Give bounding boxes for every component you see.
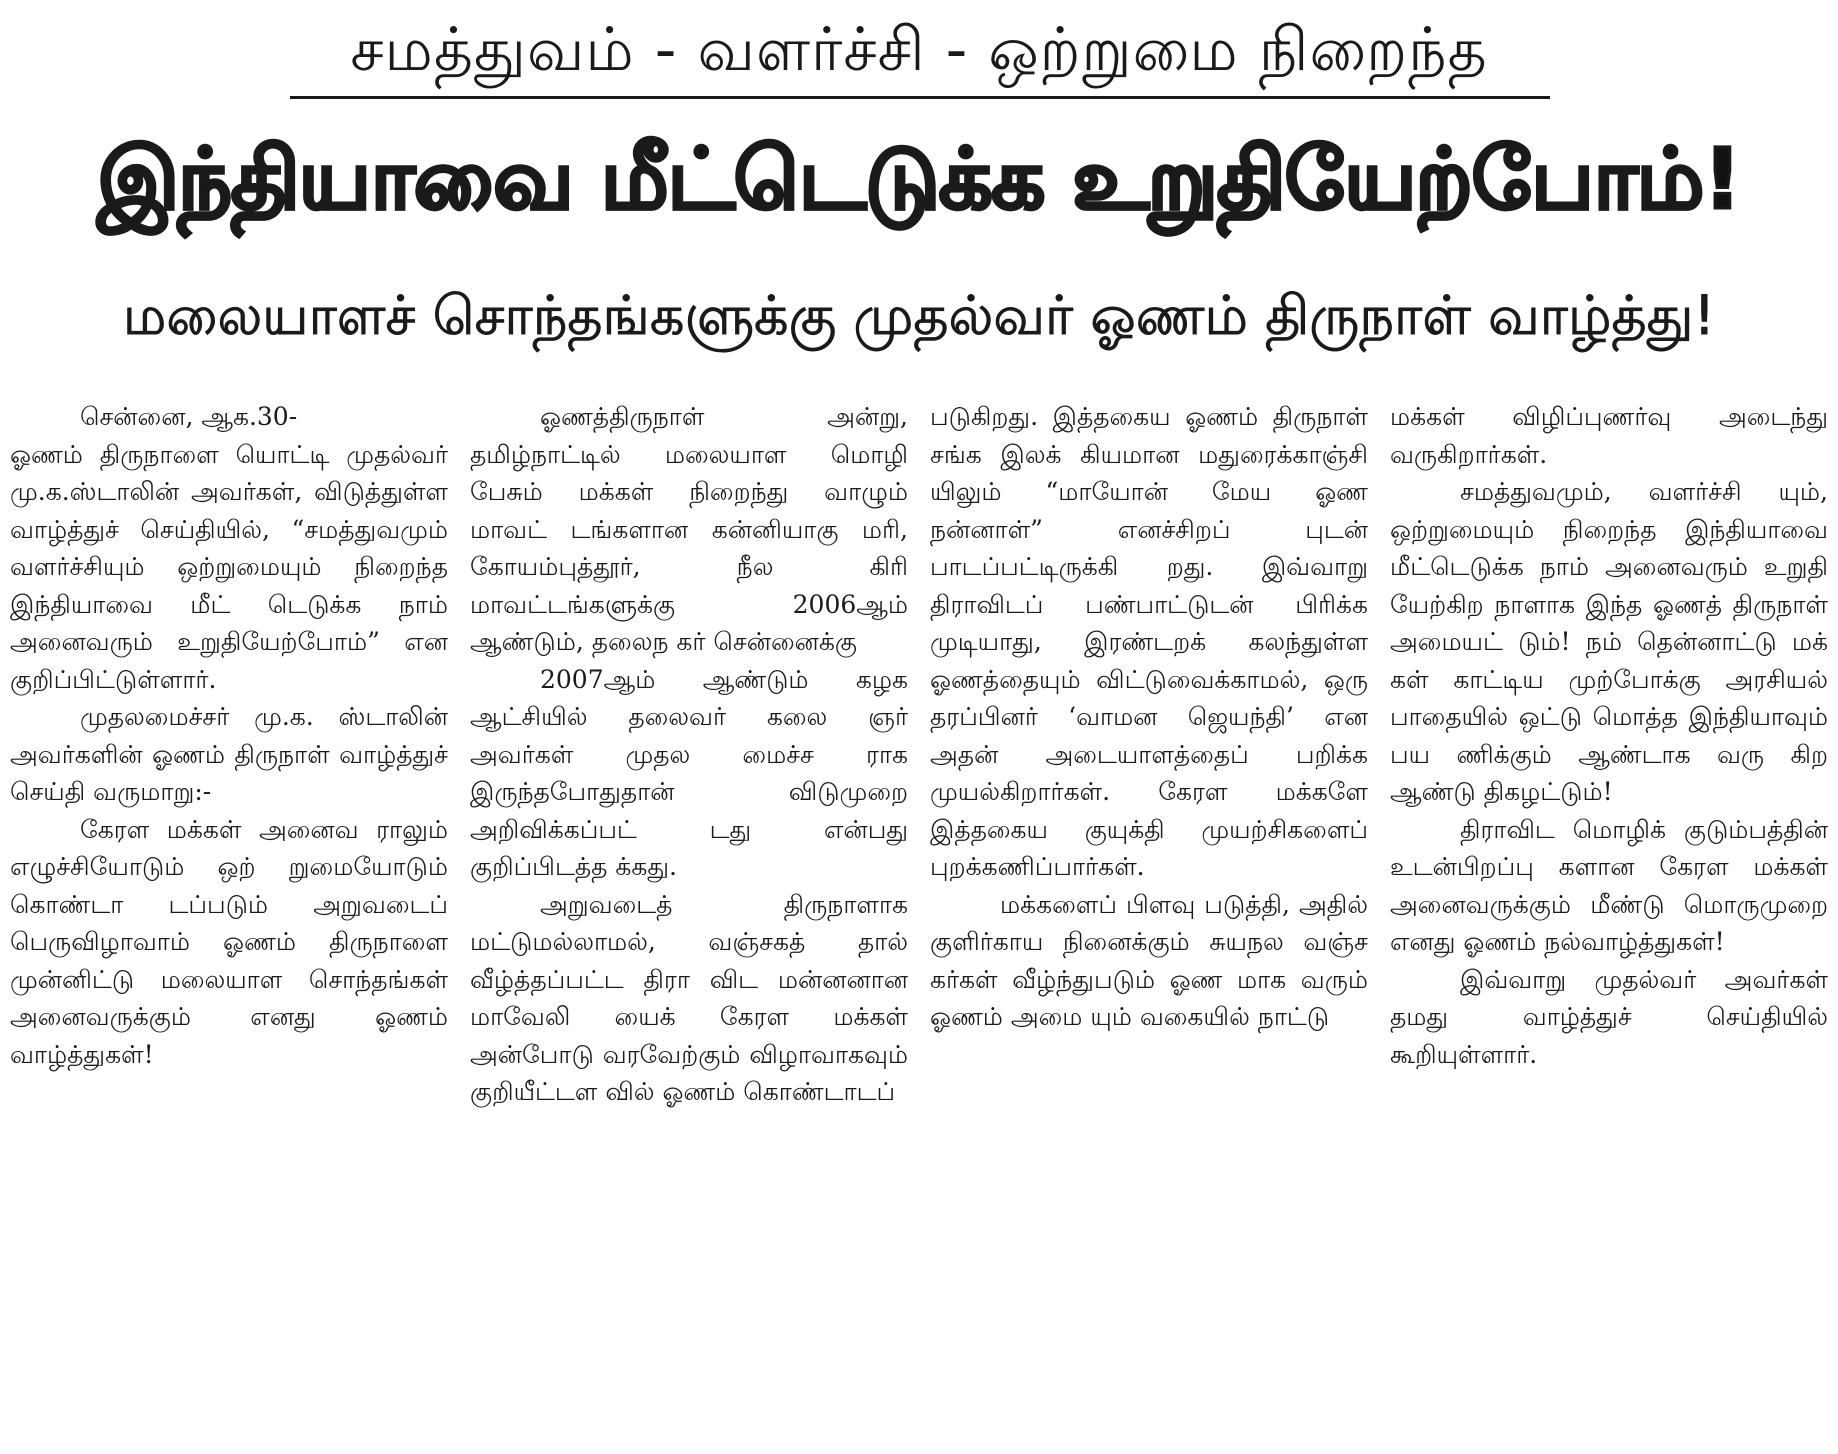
article-column-1 xyxy=(10,398,448,1442)
paragraph: ஓணத்திருநாள் அன்று, தமிழ்நாட்டில் மலையாள மொழி பேசும் மக்கள் நிறைந்து வாழும் மாவட் டங்களான கன்னியாகு மரி, கோயம்புத்தூர், நீல கிரி மாவட்டங்களுக்கு 2006ஆம் ஆண்டும், தலைந கர் சென்னைக்கு xyxy=(470,402,908,656)
paragraph: மக்களைப் பிளவு படுத்தி, அதில் குளிர்காய நினைக்கும் சுயநல வஞ்ச கர்கள் வீழ்ந்துபடும் ஓண மாக வரும் ஓணம் அமை யும் வகையில் நாட்டு xyxy=(930,889,1368,1031)
paragraph: இவ்வாறு முதல்வர் அவர்கள் தமது வாழ்த்துச் செய்தியில் கூறியுள்ளார். xyxy=(1390,964,1828,1069)
article-body xyxy=(10,398,1828,1442)
paragraph: 2007ஆம் ஆண்டும் கழக ஆட்சியில் தலைவர் கலை ஞர் அவர்கள் முதல மைச்ச ராக இருந்தபோதுதான் விடுமுறை அறிவிக்கப்பட் டது என்பது குறிப்பிடத்த க்கது. xyxy=(470,664,908,881)
paragraph: முதலமைச்சர் மு.க. ஸ்டாலின் அவர்களின் ஓணம் திருநாள் வாழ்த்துச் செய்தி வருமாறு:- xyxy=(10,702,448,806)
paragraph: மக்கள் விழிப்புணர்வு அடைந்து வருகிறார்கள். xyxy=(1390,402,1828,469)
article-column-2 xyxy=(470,398,908,1442)
dateline: சென்னை, ஆக.30- xyxy=(80,402,298,431)
subheadline: மலையாளச் சொந்தங்களுக்கு முதல்வர் ஓணம் திருநாள் வாழ்த்து! xyxy=(122,284,1716,347)
paragraph: படுகிறது. இத்தகைய ஓணம் திருநாள் சங்க இலக் கியமான மதுரைக்காஞ்சி யிலும் “மாயோன் மேய ஓண நன்னாள்” எனச்சிறப் புடன் பாடப்பட்டிருக்கி றது. இவ்வாறு திராவிடப் பண்பாட்டுடன் பிரிக்க முடியாது, இரண்டறக் கலந்துள்ள ஓணத்தையும் விட்டுவைக்காமல், ஒரு தரப்பினர் ‘வாமன ஜெயந்தி’ என அதன் அடையாளத்தைப் பறிக்க முயல்கிறார்கள். கேரள மக்களே இத்தகைய குயுக்தி முயற்சிகளைப் புறக்கணிப்பார்கள். xyxy=(930,402,1368,881)
article-column-4 xyxy=(1390,398,1828,1442)
paragraph: திராவிட மொழிக் குடும்பத்தின் உடன்பிறப்பு களான கேரள மக்கள் அனைவருக்கும் மீண்டு மொருமுறை எனது ஓணம் நல்வாழ்த்துகள்! xyxy=(1390,814,1828,956)
kicker-underline xyxy=(290,96,1550,99)
article-column-3 xyxy=(930,398,1368,1442)
headline: இந்தியாவை மீட்டெடுக்க உறுதியேற்போம்! xyxy=(97,130,1741,228)
paragraph: ஓணம் திருநாளை யொட்டி முதல்வர் மு.க.ஸ்டாலின் அவர்கள், விடுத்துள்ள வாழ்த்துச் செய்தியில், “சமத்துவமும் வளர்ச்சியும் ஒற்றுமையும் நிறைந்த இந்தியாவை மீட் டெடுக்க நாம் அனைவரும் உறுதியேற்போம்” என குறிப்பிட்டுள்ளார். xyxy=(10,439,448,694)
paragraph: சமத்துவமும், வளர்ச்சி யும், ஒற்றுமையும் நிறைந்த இந்தியாவை மீட்டெடுக்க நாம் அனைவரும் உறுதி யேற்கிற நாளாக இந்த ஓணத் திருநாள் அமையட் டும்! நம் தென்னாட்டு மக் கள் காட்டிய முற்போக்கு அரசியல் பாதையில் ஒட்டு மொத்த இந்தியாவும் பய ணிக்கும் ஆண்டாக வரு கிற ஆண்டு திகழட்டும்! xyxy=(1390,477,1828,806)
paragraph: அறுவடைத் திருநாளாக மட்டுமல்லாமல், வஞ்சகத் தால் வீழ்த்தப்பட்ட திரா விட மன்னனான மாவேலி யைக் கேரள மக்கள் அன்போடு வரவேற்கும் விழாவாகவும் குறியீட்டள வில் ஓணம் கொண்டாடப் xyxy=(470,889,908,1106)
paragraph: கேரள மக்கள் அனைவ ராலும் எழுச்சியோடும் ஒற் றுமையோடும் கொண்டா டப்படும் அறுவடைப் பெருவிழாவாம் ஓணம் திருநாளை முன்னிட்டு மலையாள சொந்தங்கள் அனைவருக்கும் எனது ஓணம் வாழ்த்துகள்! xyxy=(10,814,448,1069)
kicker-title: சமத்துவம் - வளர்ச்சி - ஒற்றுமை நிறைந்த xyxy=(350,15,1488,85)
